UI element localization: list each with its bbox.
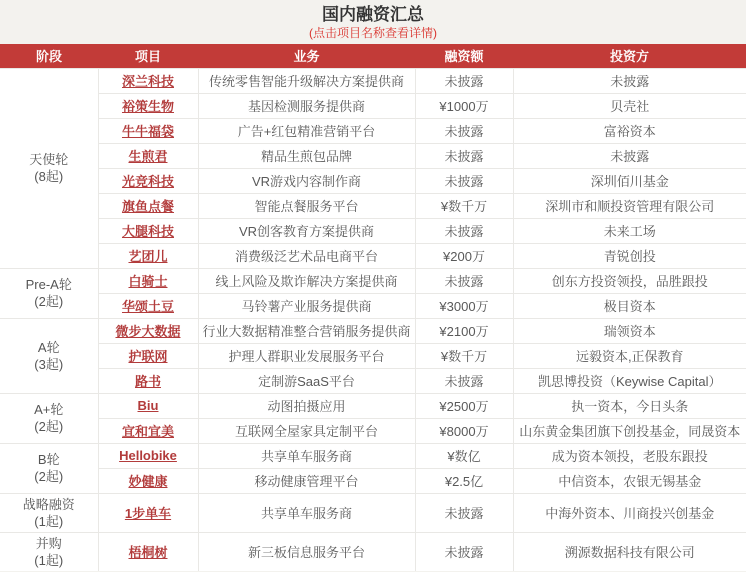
project-link[interactable]: 大腿科技 <box>121 224 174 239</box>
business-cell: 共享单车服务商 <box>198 443 415 468</box>
amount-cell: 未披露 <box>415 143 513 168</box>
project-link[interactable]: 白骑士 <box>128 274 168 289</box>
column-header-business: 业务 <box>198 44 415 68</box>
stage-name: A轮 <box>37 339 60 355</box>
project-link[interactable]: 梧桐树 <box>128 545 168 561</box>
project-cell <box>98 93 198 118</box>
project-cell <box>98 318 198 343</box>
column-header-stage: 阶段 <box>0 44 98 68</box>
column-header-project: 项目 <box>98 44 198 68</box>
project-link[interactable]: 护联网 <box>128 349 168 364</box>
amount-cell: ¥2500万 <box>415 393 513 418</box>
investor-cell: 创东方投资领投，品胜跟投 <box>513 268 746 293</box>
funding-table <box>0 44 746 571</box>
project-link[interactable]: 旗鱼点餐 <box>121 199 174 214</box>
amount-cell: ¥8000万 <box>415 418 513 443</box>
business-cell: 定制游SaaS平台 <box>198 368 415 393</box>
investor-cell: 凯思博投资（Keywise Capital） <box>513 368 746 393</box>
investor-cell: 贝壳社 <box>513 93 746 118</box>
page-subtitle: (点击项目名称查看详情) <box>309 26 437 40</box>
project-link[interactable]: Biu <box>137 398 159 413</box>
business-cell: 动图拍摄应用 <box>198 393 415 418</box>
investor-cell: 山东黄金集团旗下创投基金，同晟资本 <box>513 418 746 443</box>
stage-name: 并购 <box>35 535 62 551</box>
business-cell: VR游戏内容制作商 <box>198 168 415 193</box>
table-row <box>0 318 746 343</box>
project-cell <box>98 168 198 193</box>
table-row <box>0 493 746 532</box>
project-link[interactable]: 微步大数据 <box>115 324 181 339</box>
table-row <box>0 268 746 293</box>
project-link[interactable]: Hellobike <box>119 448 177 463</box>
business-cell: 传统零售智能升级解决方案提供商 <box>198 68 415 93</box>
table-row <box>0 368 746 393</box>
table-row <box>0 143 746 168</box>
project-cell <box>98 293 198 318</box>
business-cell: 移动健康管理平台 <box>198 468 415 493</box>
amount-cell: 未披露 <box>415 168 513 193</box>
business-cell: 精品生煎包品牌 <box>198 143 415 168</box>
project-cell <box>98 193 198 218</box>
investor-cell: 深圳佰川基金 <box>513 168 746 193</box>
amount-cell: ¥1000万 <box>415 93 513 118</box>
project-link[interactable]: 宜和宜美 <box>121 424 174 439</box>
project-cell <box>98 468 198 493</box>
amount-cell: ¥数亿 <box>415 443 513 468</box>
project-cell <box>98 532 198 571</box>
stage-cell <box>0 318 98 393</box>
table-row <box>0 193 746 218</box>
stage-count: (2起) <box>34 419 64 434</box>
amount-cell: ¥数千万 <box>415 193 513 218</box>
amount-cell: 未披露 <box>415 68 513 93</box>
business-cell: 消费级泛艺术品电商平台 <box>198 243 415 268</box>
amount-cell: 未披露 <box>415 493 513 532</box>
project-link[interactable]: 1步单车 <box>124 506 172 521</box>
table-row <box>0 393 746 418</box>
table-row <box>0 293 746 318</box>
business-cell: 护理人群职业发展服务平台 <box>198 343 415 368</box>
stage-count: (8起) <box>34 169 64 184</box>
amount-cell: ¥数千万 <box>415 343 513 368</box>
investor-cell: 未披露 <box>513 143 746 168</box>
business-cell: 新三板信息服务平台 <box>198 532 415 571</box>
investor-cell: 未披露 <box>513 68 746 93</box>
project-link[interactable]: 华颂土豆 <box>121 299 174 314</box>
project-cell <box>98 418 198 443</box>
investor-cell: 青锐创投 <box>513 243 746 268</box>
project-link[interactable]: 深兰科技 <box>121 74 174 89</box>
project-link[interactable]: 生煎君 <box>128 149 168 164</box>
business-cell: VR创客教育方案提供商 <box>198 218 415 243</box>
project-cell <box>98 368 198 393</box>
table-row <box>0 93 746 118</box>
table-row <box>0 443 746 468</box>
business-cell: 基因检测服务提供商 <box>198 93 415 118</box>
project-cell <box>98 268 198 293</box>
table-row <box>0 68 746 93</box>
project-cell <box>98 118 198 143</box>
project-link[interactable]: 光竞科技 <box>121 174 174 189</box>
project-cell <box>98 218 198 243</box>
project-cell <box>98 343 198 368</box>
project-cell <box>98 243 198 268</box>
investor-cell: 富裕资本 <box>513 118 746 143</box>
stage-name: 战略融资 <box>22 496 75 512</box>
project-link[interactable]: 妙健康 <box>128 474 168 489</box>
investor-cell: 深圳市和顺投资管理有限公司 <box>513 193 746 218</box>
table-row <box>0 218 746 243</box>
project-link[interactable]: 裕策生物 <box>121 99 174 114</box>
business-cell: 互联网全屋家具定制平台 <box>198 418 415 443</box>
stage-count: (1起) <box>34 552 64 568</box>
page-title: 国内融资汇总 <box>322 5 424 24</box>
project-cell <box>98 393 198 418</box>
investor-cell: 中信资本，农银无锡基金 <box>513 468 746 493</box>
amount-cell: ¥2.5亿 <box>415 468 513 493</box>
project-cell <box>98 443 198 468</box>
amount-cell: 未披露 <box>415 118 513 143</box>
investor-cell: 成为资本领投，老股东跟投 <box>513 443 746 468</box>
investor-cell: 极目资本 <box>513 293 746 318</box>
stage-cell <box>0 493 98 532</box>
stage-cell <box>0 393 98 443</box>
stage-cell <box>0 268 98 318</box>
stage-name: A+轮 <box>34 402 64 417</box>
amount-cell: 未披露 <box>415 218 513 243</box>
amount-cell: 未披露 <box>415 268 513 293</box>
stage-cell <box>0 443 98 493</box>
business-cell: 共享单车服务商 <box>198 493 415 532</box>
business-cell: 广告+红包精准营销平台 <box>198 118 415 143</box>
investor-cell: 溯源数据科技有限公司 <box>513 532 746 571</box>
page-header <box>0 0 746 44</box>
project-link[interactable]: 路书 <box>134 374 161 389</box>
column-header-amount: 融资额 <box>415 44 513 68</box>
project-cell <box>98 68 198 93</box>
investor-cell: 执一资本，今日头条 <box>513 393 746 418</box>
column-header-investor: 投资方 <box>513 44 746 68</box>
investor-cell: 远毅资本,正保教育 <box>513 343 746 368</box>
project-link[interactable]: 艺团儿 <box>128 249 168 264</box>
table-row <box>0 343 746 368</box>
stage-count: (1起) <box>34 513 64 529</box>
table-row <box>0 418 746 443</box>
table-body <box>0 68 746 571</box>
amount-cell: ¥2100万 <box>415 318 513 343</box>
business-cell: 线上风险及欺诈解决方案提供商 <box>198 268 415 293</box>
stage-cell <box>0 532 98 571</box>
business-cell: 智能点餐服务平台 <box>198 193 415 218</box>
stage-count: (2起) <box>34 294 64 309</box>
investor-cell: 瑞领资本 <box>513 318 746 343</box>
stage-name: B轮 <box>37 452 60 467</box>
stage-name: 天使轮 <box>29 152 69 167</box>
table-row <box>0 468 746 493</box>
amount-cell: ¥200万 <box>415 243 513 268</box>
amount-cell: ¥3000万 <box>415 293 513 318</box>
stage-cell <box>0 68 98 268</box>
table-row <box>0 168 746 193</box>
project-cell <box>98 493 198 532</box>
stage-count: (3起) <box>34 356 64 372</box>
investor-cell: 中海外资本、川商投兴创基金 <box>513 493 746 532</box>
table-header-row <box>0 44 746 68</box>
business-cell: 行业大数据精准整合营销服务提供商 <box>198 318 415 343</box>
table-row <box>0 118 746 143</box>
stage-count: (2起) <box>34 469 64 484</box>
table-row <box>0 243 746 268</box>
amount-cell: 未披露 <box>415 532 513 571</box>
amount-cell: 未披露 <box>415 368 513 393</box>
business-cell: 马铃薯产业服务提供商 <box>198 293 415 318</box>
project-link[interactable]: 牛牛福袋 <box>121 124 174 139</box>
table-row <box>0 532 746 571</box>
project-cell <box>98 143 198 168</box>
stage-name: Pre-A轮 <box>25 277 72 292</box>
investor-cell: 未来工场 <box>513 218 746 243</box>
